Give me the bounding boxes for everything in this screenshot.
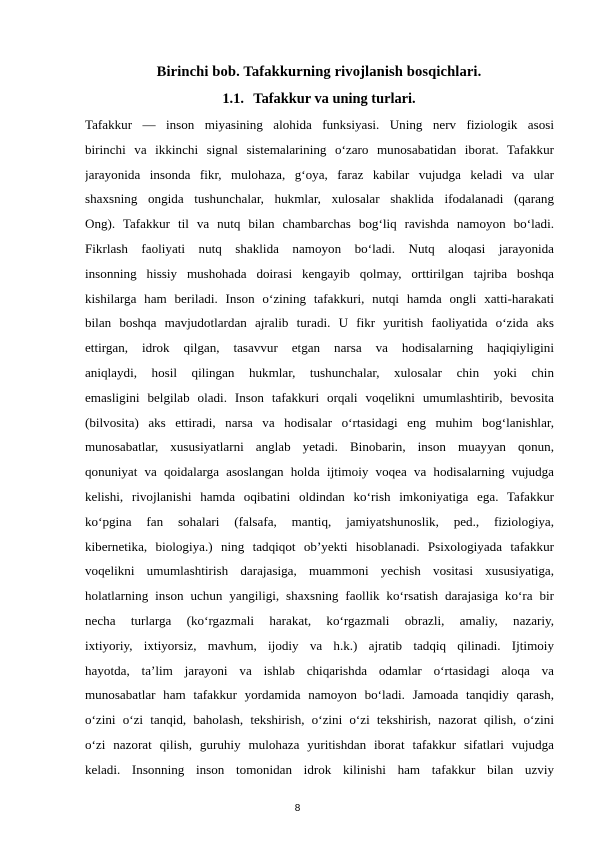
body-line: munosabatlar ham tafakkur yordamida namoyon bo‘ladi. Jamoada tanqidiy qarash,: [85, 687, 554, 703]
section-title: Tafakkur va uning turlari.: [253, 91, 416, 107]
body-line: holatlarning inson uchun yangiligi, shaxsning faollik ko‘rsatish darajasiga ko‘ra bir: [85, 588, 554, 604]
body-line: ko‘pgina fan sohalari (falsafa, mantiq, jamiyatshunoslik, ped., fiziologiya,: [85, 513, 554, 529]
body-line: Fikrlash faoliyati nutq shaklida namoyon bo‘ladi. Nutq aloqasi jarayonida: [85, 240, 554, 256]
body-line: insonning hissiy mushohada doirasi kengayib qolmay, orttirilgan tajriba boshqa: [85, 265, 554, 281]
body-line: kishilarga ham beriladi. Inson o‘zining tafakkuri, nutqi hamda ongli xatti-harakati: [85, 290, 554, 306]
body-line: aniqlaydi, hosil qilingan hukmlar, tushunchalar, xulosalar chin yoki chin: [85, 364, 554, 380]
body-line: emasligini belgilab oladi. Inson tafakkuri orqali voqelikni umumlashtirib, bevosita: [85, 389, 554, 405]
body-line: Ong). Tafakkur til va nutq bilan chambarchas bog‘liq ravishda namoyon bo‘ladi.: [85, 216, 554, 232]
body-text: [85, 113, 554, 783]
page-number: 8: [294, 803, 301, 814]
body-line: ixtiyoriy, ixtiyorsiz, mavhum, ijodiy va h.k.) ajratib tadqiq qilinadi. Ijtimoiy: [85, 637, 554, 653]
body-line: kibernetika, biologiya.) ning tadqiqot ob’yekti hisoblanadi. Psixologiyada tafakkur: [85, 538, 554, 554]
body-line: o‘zini o‘zi tanqid, baholash, tekshirish, o‘zini o‘zi tekshirish, nazorat qilish, o‘zini: [85, 712, 554, 728]
body-line: o‘zi nazorat qilish, guruhiy mulohaza yuritishdan iborat tafakkur sifatlari vujudga: [85, 736, 554, 752]
body-line: ettirgan, idrok qilgan, tasavvur etgan narsa va hodisalarning haqiqiyligini: [85, 340, 554, 356]
body-line: shaxsning ongida tushunchalar, hukmlar, xulosalar shaklida ifodalanadi (qarang: [85, 191, 554, 207]
body-line: kelishi, rivojlanishi hamda oqibatini oldindan ko‘rish imkoniyatiga ega. Tafakkur: [85, 488, 554, 504]
chapter-title: Birinchi bob. Tafakkurning rivojlanish bosqichlari.: [156, 64, 482, 80]
section-number: 1.1.: [222, 91, 244, 107]
section-heading: [85, 89, 553, 109]
body-line: qonuniyat va qoidalarga asoslangan holda ijtimoiy voqea va hodisalarning vujudga: [85, 464, 554, 480]
body-line: Tafakkur — inson miyasining alohida funksiyasi. Uning nerv fiziologik asosi: [85, 117, 554, 132]
body-line: voqelikni umumlashtirish darajasiga, muammoni yechish vositasi xususiyatiga,: [85, 563, 554, 579]
body-line: jarayonida insonda fikr, mulohaza, g‘oya, faraz kabilar vujudga keladi va ular: [85, 166, 554, 182]
body-line: keladi. Insonning inson tomonidan idrok kilinishi ham tafakkur bilan uzviy: [85, 761, 554, 777]
body-line: (bilvosita) aks ettiradi, narsa va hodisalar o‘rtasidagi eng muhim bog‘lanishlar,: [85, 414, 554, 430]
body-line: necha turlarga (ko‘rgazmali harakat, ko‘rgazmali obrazli, amaliy, nazariy,: [85, 612, 554, 628]
body-line: bilan boshqa mavjudotlardan ajralib turadi. U fikr yuritish faoliyatida o‘zida aks: [85, 315, 554, 331]
body-line: hayotda, ta’lim jarayoni va ishlab chiqarishda odamlar o‘rtasidagi aloqa va: [85, 662, 554, 678]
body-line: munosabatlar, xususiyatlarni anglab yetadi. Binobarin, inson muayyan qonun,: [85, 439, 554, 455]
body-line: birinchi va ikkinchi signal sistemalarining o‘zaro munosabatidan iborat. Tafakkur: [85, 141, 554, 157]
